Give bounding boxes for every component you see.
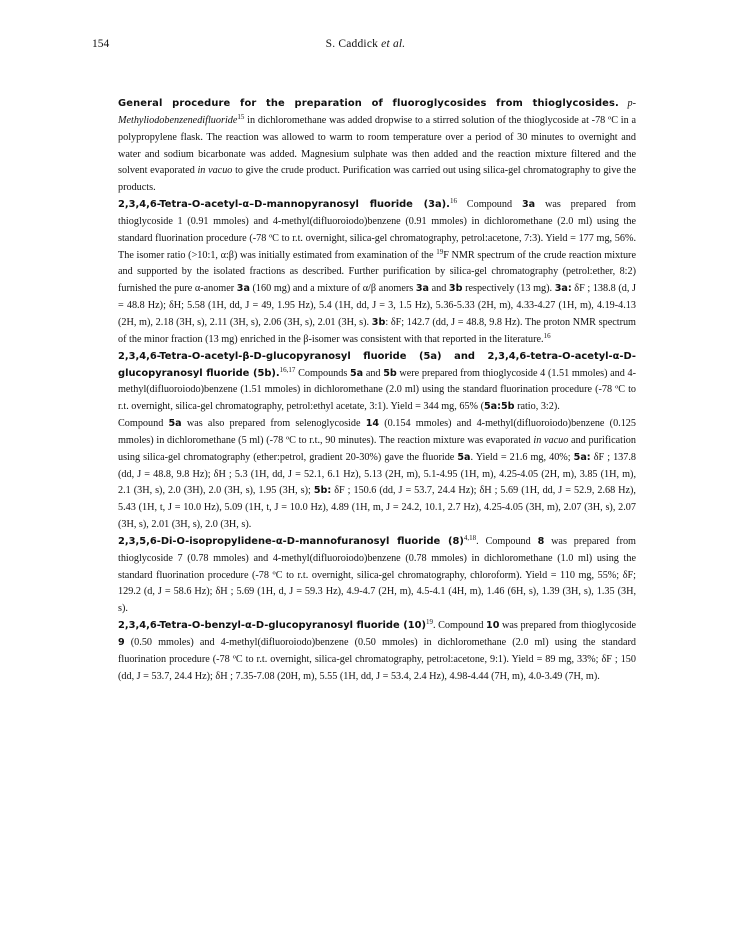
author-suffix: et al. — [378, 38, 406, 50]
compound-label: 14 — [365, 418, 380, 430]
reference-marker: 15 — [237, 112, 245, 121]
compound-label: 5b — [383, 367, 397, 379]
compound-label: 5a — [457, 451, 471, 463]
compound-label: 8 — [537, 535, 545, 547]
compound-5a-selenoglycoside-paragraph: Compound 5a was also prepared from selenoglycoside 14 (0.154 mmoles) and 4-methyl(difluoroiodo)benzene (0.125 mmoles) in dichloromethane (5 ml) (-78 ºC to r.t., 90 minutes). The reaction mixture was evaporated in vacuo and purification using silica-gel chromatography (ether:petrol, gradient 20-30%) gave the fluoride 5a. Yield = 21.6 mg, 40%; 5a: δF ; 137.8 (dd, J = 48.8, 9.8 Hz); δH ; 5.3 (1H, dd, J = 52.1, 6.1 Hz), 5.13 (2H, m), 5.1-4.95 (1H, m), 4.25-4.05 (2H, m), 3.85 (1H, m), 2.1 (3H, s), 2.0 (3H), 2.0 (3H, s), 1.95 (3H, s); 5b: δF ; 150.6 (dd, J = 53.7, 24.4 Hz); δH ; 5.69 (1H, dd, J = 52.9, 2.68 Hz), 5.43 (1H, t, J = 10.0 Hz), 5.09 (1H, t, J = 10.0 Hz), 4.89 (1H, m, J = 24.2, 10.1, 2.7 Hz), 4.25-4.05 (3H, m), 2.07 (3H, s), 2.07 (3H, s), 2.01 (3H, s), 2.0 (3H, s). — [118, 418, 636, 531]
reference-marker: 16 — [543, 331, 551, 340]
reference-marker: 19 — [425, 618, 433, 627]
in-vacuo-term: in vacuo — [533, 434, 569, 446]
article-body — [118, 96, 636, 686]
compound-3a-title: 2,3,4,6-Tetra-O-acetyl-α–D-mannopyranosyl fluoride (3a). — [118, 199, 450, 211]
general-procedure-heading: General procedure for the preparation of fluoroglycosides from thioglycosides. — [118, 98, 619, 109]
running-title — [92, 33, 639, 55]
compound-label: 3a: — [554, 283, 572, 295]
running-head — [92, 33, 639, 55]
reference-marker: 4,18 — [463, 533, 477, 542]
compound-label: 3a — [521, 199, 536, 211]
author-name: S. Caddick — [325, 38, 379, 50]
compound-5-paragraph: 2,3,4,6-Tetra-O-acetyl-β-D-glucopyranosyl fluoride (5a) and 2,3,4,6-tetra-O-acetyl-α-D-glucopyranosyl fluoride (5b).$^{16,17}$ Compounds 5a and 5b were prepared from thioglycoside 4 (1.51 mmoles) and 4-methyl(difluoroiodo)benzene (1.51 mmoles) in dichloromethane (2.0 ml) using the standard fluorination procedure (-78 ºC to r.t. overnight, silica-gel chromatography, petrol:ethyl acetate, 3:1). Yield = 344 mg, 65% (5a:5b ratio, 3:2). — [118, 350, 637, 413]
compound-label: 5a — [168, 418, 182, 430]
compound-8-title: 2,3,5,6-Di-O-isopropylidene-α-D-mannofuranosyl fluoride (8) — [118, 535, 464, 547]
compound-8-paragraph: 2,3,5,6-Di-O-isopropylidene-α-D-mannofuranosyl fluoride $(8)^{4,18}$. Compound 8 was prepared from thioglycoside 7 (0.78 mmoles) and 4-methyl(difluoroiodo)benzene (0.78 mmoles) in dichloromethane (1.0 ml) using the standard fluorination procedure (-78 ºC to r.t. overnight, silica-gel chromatography, chloroform). Yield = 110 mg, 55%; δF; 129.2 (d, J = 58.6 Hz); δH ; 5.69 (1H, d, J = 59.3 Hz), 4.9-4.7 (2H, m), 4.5-4.1 (4H, m), 1.46 (6H, s), 1.39 (3H, s), 1.35 (3H, s). — [118, 533, 636, 615]
in-vacuo-term: in vacuo — [197, 165, 233, 177]
compound-label: 10 — [486, 620, 500, 632]
compound-label: 5b: — [313, 485, 332, 497]
general-procedure-paragraph: General procedure for the preparation of fluoroglycosides from thioglycosides. p-Methyliodobenzenedifluoride$^{15}$ in dichloromethane was added dropwise to a stirred solution of the thioglycoside at -78 ºC in a polypropylene flask. The reaction was allowed to warm to room temperature over a period of 30 minutes to overnight and water and sodium bicarbonate was added. Magnesium sulphate was then added and the reaction mixture filtered and the solvent evaporated in vacuo to give the crude product. Purification was carried out using silica-gel chromatography to give the products. — [118, 98, 636, 194]
compound-3a-paragraph: 2,3,4,6-Tetra-O-acetyl-α–D-mannopyranosyl fluoride (3a).$^{16}$ Compound 3a was prepared from thioglycoside 1 (0.91 mmoles) and 4-methyl(difluoroiodo)benzene (0.91 mmoles) in dichloromethane (2.0 ml) using the standard fluorination procedure (-78 ºC to r.t. overnight, silica-gel chromatography, petrol:acetone, 7:3). Yield = 177 mg, 56%. The isomer ratio (>10:1, α:β) was initially estimated from examination of the $^{19}$F NMR spectrum of the crude reaction mixture and supported by the isolated fractions as described. Further purification by silica-gel chromatography (petrol:ether, 8:2) furnished the pure α-anomer 3a (160 mg) and a mixture of α/β anomers 3a and 3b respectively (13 mg). 3a: δF ; 138.8 (d, J = 48.8 Hz); δH; 5.58 (1H, dd, J = 49, 1.95 Hz), 5.4 (1H, dd, J = 3, 1.5 Hz), 5.36-5.33 (2H, m), 4.33-4.27 (1H, m), 4.19-4.13 (2H, m), 2.18 (3H, s), 2.11 (3H, s), 2.06 (3H, s), 2.01 (3H, s). 3b: δF; 142.7 (dd, J = 48.8, 9.8 Hz). The proton NMR spectrum of the minor fraction (13 mg) enriched in the β-isomer was consistent with that reported in the literature.$^{16}$ — [118, 197, 636, 345]
compound-label: 3b — [371, 316, 386, 328]
reference-marker: 16 — [449, 197, 457, 206]
compound-10-paragraph: 2,3,4,6-Tetra-O-benzyl-α-D-glucopyranosyl fluoride $(10)^{19}$. Compound 10 was prepared from thioglycoside 9 (0.50 mmoles) and 4-methyl(difluoroiodo)benzene (0.50 mmoles) in dichloromethane (2.0 ml) using the standard fluorination procedure (-78 ºC to r.t. overnight, silica-gel chromatography, petrol:acetone, 9:1). Yield = 89 mg, 33%; δF ; 150 (dd, J = 53.7, 24.4 Hz); δH ; 7.35-7.08 (20H, m), 5.55 (1H, dd, J = 53.4, 2.4 Hz), 4.98-4.44 (7H, m), 4.0-3.49 (7H, m). — [118, 618, 636, 682]
isotope-marker: 19 — [436, 247, 444, 256]
compound-label: 9 — [118, 637, 125, 648]
reference-marker: 16,17 — [279, 365, 296, 374]
reagent-prefix: p-Methyliodobenzenedifluoride — [118, 98, 636, 126]
compound-5-title: 2,3,4,6-Tetra-O-acetyl-β-D-glucopyranosyl fluoride (5a) and 2,3,4,6-tetra-O-acetyl-α-D-glucopyranosyl fluoride (5b). — [118, 350, 636, 379]
compound-label: 3a — [415, 283, 429, 295]
compound-label: 3b — [448, 283, 463, 295]
page-number: 154 — [92, 38, 110, 50]
compound-label: 5a:5b — [483, 401, 515, 413]
compound-label: 5a: — [573, 451, 591, 463]
compound-10-title: 2,3,4,6-Tetra-O-benzyl-α-D-glucopyranosyl fluoride (10) — [118, 620, 426, 632]
compound-label: 5a — [350, 367, 364, 379]
compound-label: 3a — [236, 283, 250, 295]
